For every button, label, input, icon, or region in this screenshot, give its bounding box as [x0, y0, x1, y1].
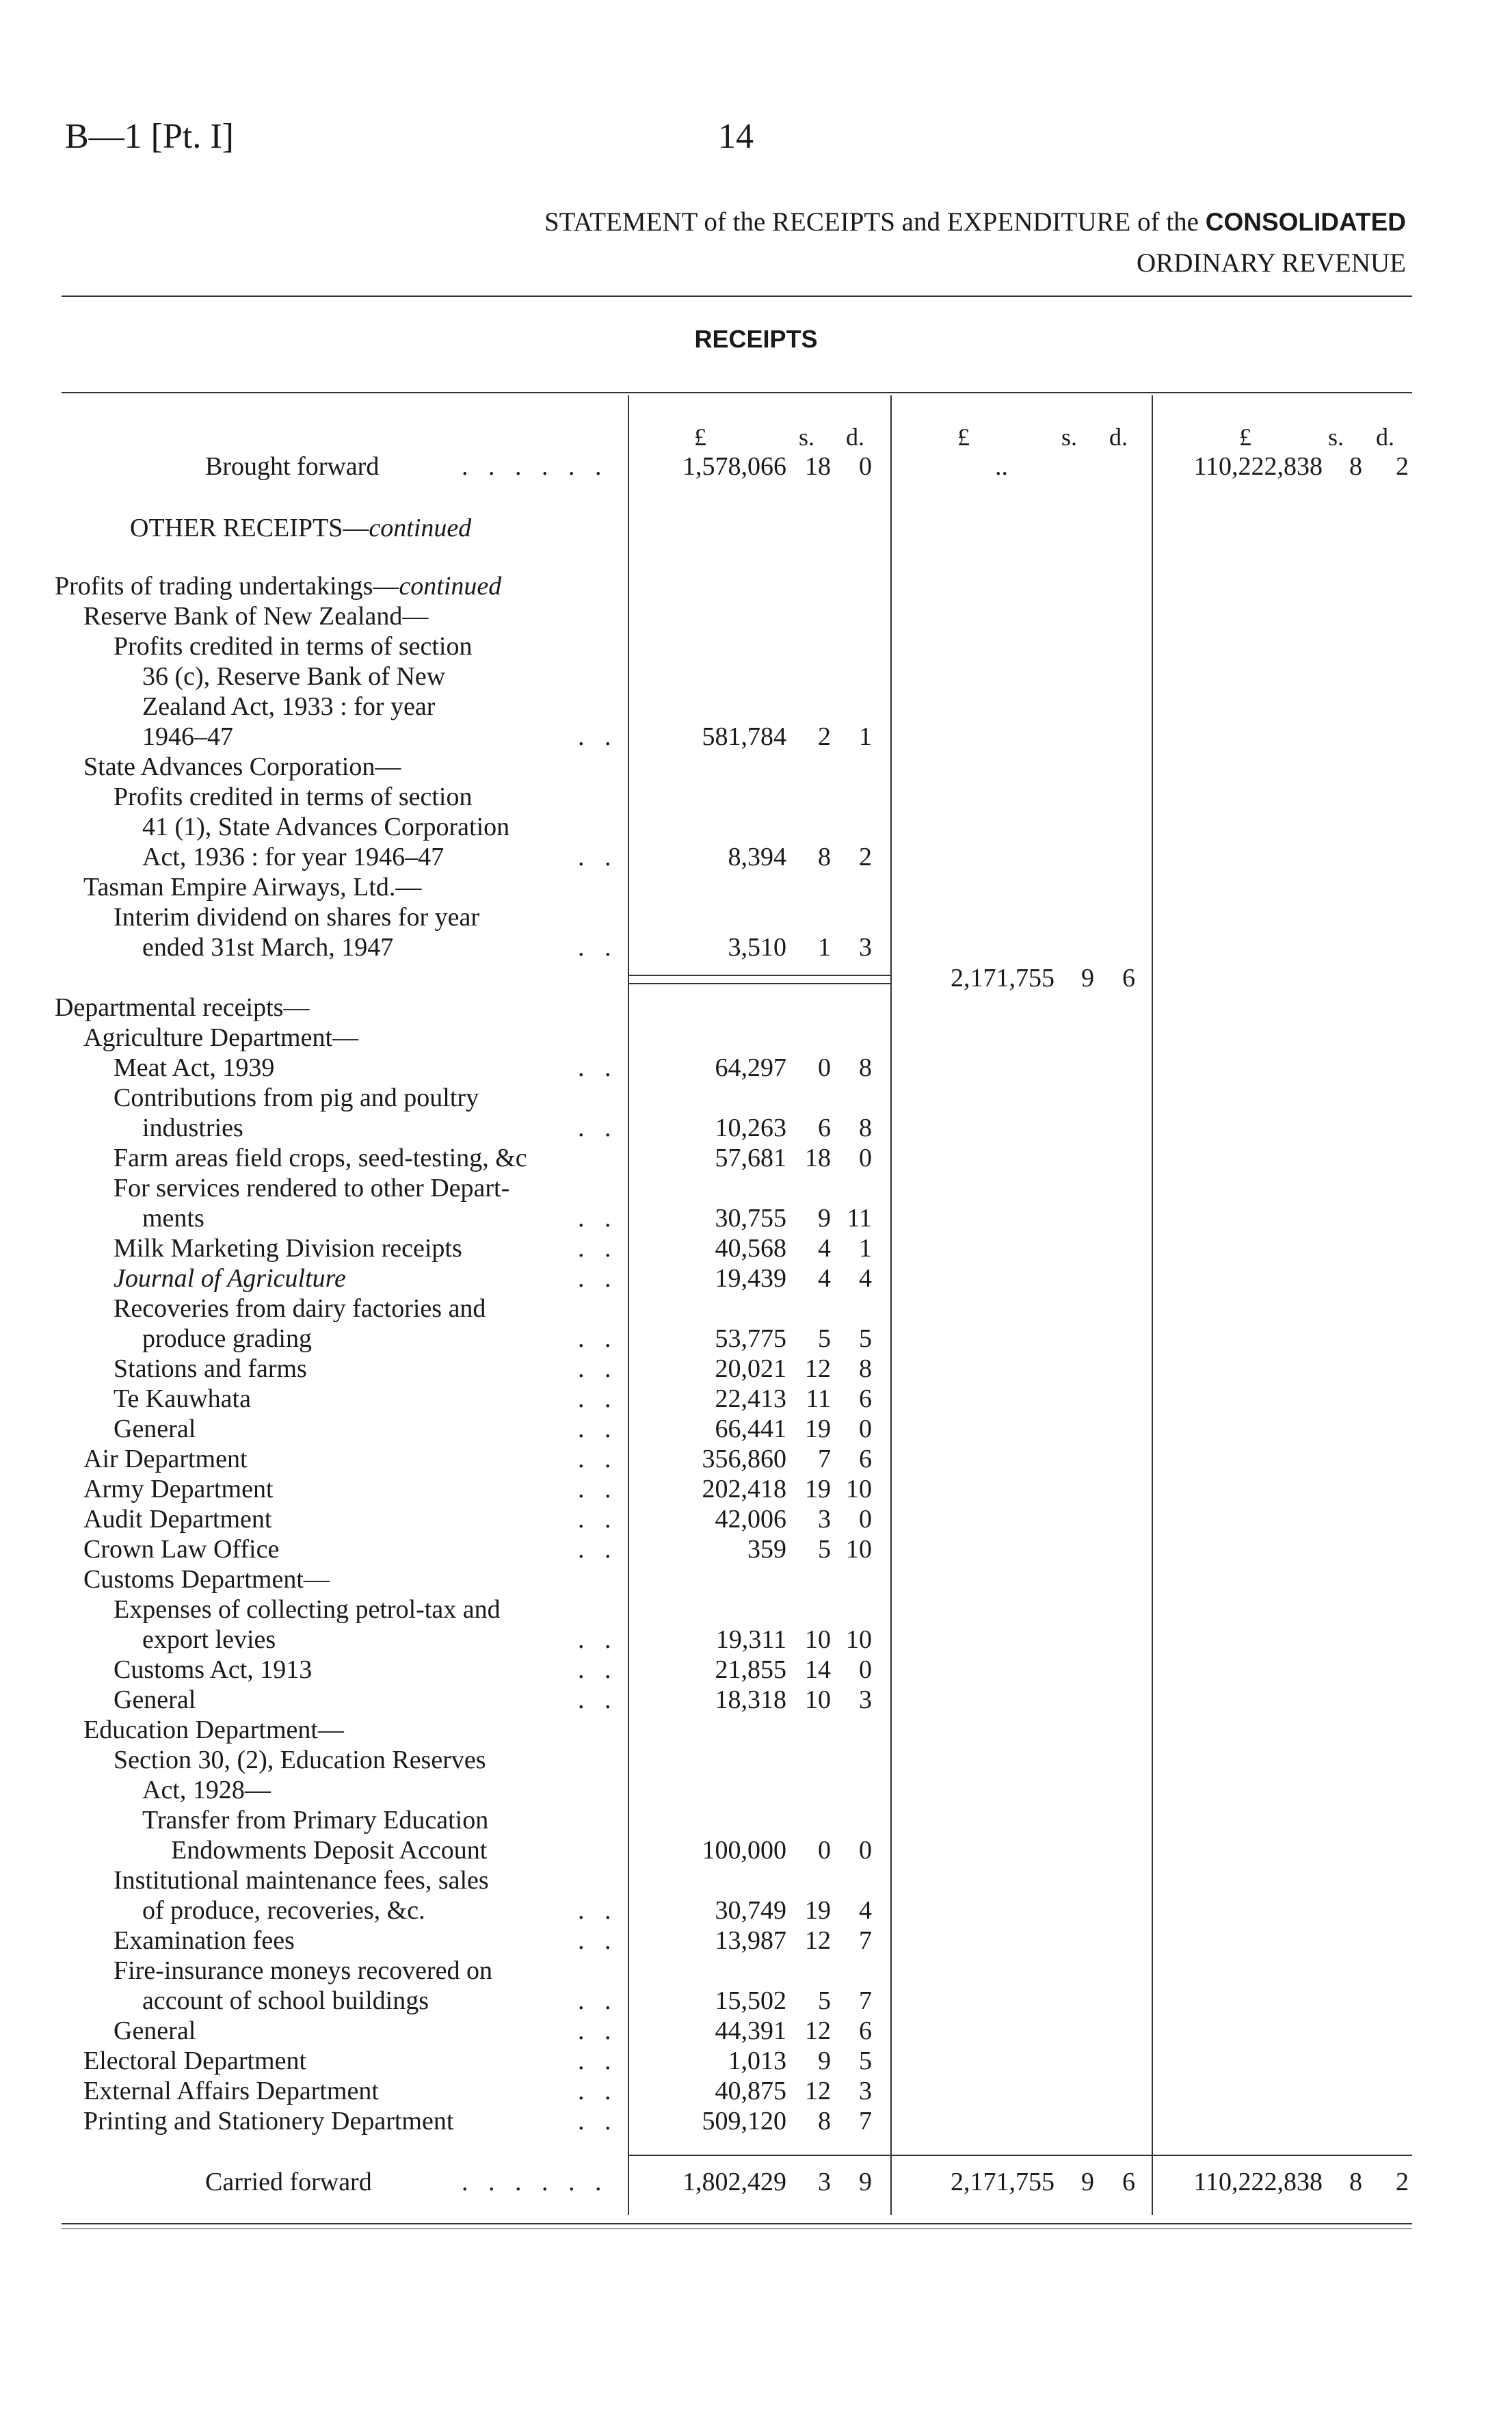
line-label: [171, 1835, 487, 1865]
amount-pence: 0: [859, 1415, 872, 1443]
dot-leader: . .: [578, 843, 618, 871]
dot-leader: . .: [578, 1475, 618, 1503]
amount-pounds: 15,502: [715, 1986, 786, 2015]
line-italic-text: Journal of Agriculture: [114, 1264, 346, 1293]
line-label: [114, 1414, 196, 1444]
col2-pence-unit: d.: [1109, 423, 1128, 451]
line-text: Crown Law Office: [83, 1535, 280, 1564]
amount-shillings: 19: [805, 1415, 831, 1443]
amount-shillings: 5: [818, 1324, 831, 1353]
dot-leader: . .: [578, 2016, 618, 2045]
line-label: [142, 692, 435, 722]
line-text: Stations and farms: [114, 1354, 307, 1383]
line-label: [83, 752, 401, 782]
amount-pounds: 1,578,066: [682, 452, 786, 481]
line-text: produce grading: [142, 1324, 312, 1353]
amount-pence: 6: [859, 2016, 872, 2045]
line-label: [114, 1865, 489, 1895]
line-label: [114, 1354, 307, 1384]
line-label: [142, 1805, 488, 1835]
amount-shillings: 5: [818, 1535, 831, 1564]
line-label: [114, 1263, 346, 1293]
line-label: [142, 1775, 271, 1805]
line-text: Reserve Bank of New Zealand—: [83, 602, 429, 631]
amount-pence: 2: [1396, 452, 1409, 481]
amount-shillings: 14: [805, 1655, 831, 1684]
dot-leader: . .: [578, 1986, 618, 2015]
amount-shillings: 3: [818, 1505, 831, 1534]
line-label: [83, 1504, 271, 1534]
amount-shillings: 12: [805, 1354, 831, 1383]
amount-pounds: 110,222,838: [1193, 2168, 1323, 2196]
other-receipts-continued: continued: [369, 514, 472, 542]
col1-pence-unit: d.: [846, 423, 864, 451]
line-text: Tasman Empire Airways, Ltd.—: [83, 873, 422, 902]
amount-pence: 6: [1122, 2168, 1135, 2196]
line-label: [83, 2046, 306, 2076]
line-text: Education Department—: [83, 1716, 344, 1744]
dot-leader: . .: [578, 722, 618, 751]
line-text: export levies: [142, 1625, 276, 1654]
line-label: [114, 782, 473, 812]
col1-shillings-unit: s.: [799, 423, 815, 451]
amount-shillings: 4: [818, 1234, 831, 1263]
column-divider-3: [1152, 395, 1153, 2215]
carried-forward-rule: [628, 2155, 1412, 2156]
amount-pounds: 40,875: [715, 2077, 786, 2105]
line-text: Air Department: [83, 1445, 248, 1473]
dot-leader: . .: [578, 1445, 618, 1473]
amount-pence: 0: [859, 1836, 872, 1865]
dot-leader: . .: [578, 1926, 618, 1955]
subtotal-rule-upper: [628, 975, 890, 976]
dot-leader: . .: [578, 1896, 618, 1925]
amount-shillings: 9: [818, 2047, 831, 2075]
line-text: Institutional maintenance fees, sales: [114, 1866, 489, 1895]
amount-pounds: 19,439: [715, 1264, 786, 1293]
dot-leader: . .: [578, 1234, 618, 1263]
amount-pounds: 64,297: [715, 1053, 786, 1082]
statement-subtitle: ORDINARY REVENUE: [1137, 248, 1406, 278]
line-label: [114, 631, 473, 661]
col2-empty-dots: ..: [995, 452, 1008, 481]
amount-shillings: 7: [818, 1445, 831, 1473]
dot-leader: . .: [578, 2107, 618, 2136]
amount-pounds: 2,171,755: [951, 964, 1055, 993]
line-label: [83, 1564, 330, 1594]
line-label: [83, 1023, 358, 1053]
dot-leader: . .: [578, 1415, 618, 1443]
line-text: Interim dividend on shares for year: [114, 903, 479, 932]
amount-pounds: 100,000: [702, 1836, 786, 1865]
line-label: [83, 1534, 279, 1564]
line-text: Agriculture Department—: [83, 1023, 359, 1052]
table-head-rule: [62, 392, 1412, 393]
line-text: Section 30, (2), Education Reserves: [114, 1746, 486, 1774]
line-text: General: [114, 1685, 196, 1714]
col2-pounds-unit: £: [957, 423, 970, 451]
page-number: 14: [718, 117, 754, 156]
amount-pounds: 581,784: [702, 722, 786, 751]
amount-pounds: 3,510: [728, 933, 786, 962]
amount-pounds: 19,311: [715, 1625, 786, 1654]
line-text: account of school buildings: [142, 1986, 429, 2015]
dot-leader: . .: [578, 1384, 618, 1413]
amount-pence: 2: [1396, 2168, 1409, 2196]
line-label: [83, 1444, 248, 1474]
amount-pounds: 359: [747, 1535, 786, 1564]
amount-pence: 4: [859, 1896, 872, 1925]
amount-pence: 8: [859, 1114, 872, 1142]
line-text: Act, 1928—: [142, 1776, 271, 1804]
line-text: 41 (1), State Advances Corporation: [142, 813, 510, 841]
line-text: Profits credited in terms of section: [114, 632, 473, 661]
amount-pounds: 30,749: [715, 1896, 786, 1925]
amount-shillings: 12: [805, 2077, 831, 2105]
amount-shillings: 19: [805, 1896, 831, 1925]
amount-pence: 3: [859, 2077, 872, 2105]
line-text: General: [114, 2016, 196, 2045]
dot-leader: . .: [578, 1114, 618, 1142]
line-label: [55, 571, 501, 601]
line-label: [142, 1986, 429, 2016]
amount-pence: 10: [846, 1475, 872, 1503]
amount-pounds: 20,021: [715, 1354, 786, 1383]
line-text: Audit Department: [83, 1505, 272, 1534]
line-text: Expenses of collecting petrol-tax and: [114, 1595, 501, 1624]
line-label: [114, 1143, 527, 1173]
amount-pence: 6: [859, 1445, 872, 1473]
amount-pence: 10: [846, 1625, 872, 1654]
line-label: [114, 1233, 462, 1263]
amount-shillings: 10: [805, 1625, 831, 1654]
dot-leader: . .: [578, 933, 618, 962]
line-text: Contributions from pig and poultry: [114, 1083, 479, 1112]
amount-pounds: 356,860: [702, 1445, 786, 1473]
dot-leader: . .: [578, 1535, 618, 1564]
col2-shillings-unit: s.: [1061, 423, 1078, 451]
dot-leader: . .: [578, 2077, 618, 2105]
line-label: [83, 2076, 379, 2106]
line-text: ended 31st March, 1947: [142, 933, 394, 962]
amount-pence: 6: [859, 1384, 872, 1413]
page-header-ref: B—1 [Pt. I]: [65, 117, 234, 156]
line-text: Printing and Stationery Department: [83, 2107, 454, 2136]
line-text: Electoral Department: [83, 2047, 307, 2075]
subtotal-rule-lower: [628, 983, 890, 984]
section-heading: RECEIPTS: [694, 325, 818, 353]
line-text: Army Department: [83, 1475, 274, 1503]
line-label: [114, 1053, 274, 1083]
line-text: industries: [142, 1114, 243, 1142]
other-receipts-heading: [130, 513, 471, 543]
carried-forward-label: Carried forward: [205, 2168, 372, 2196]
amount-pence: 11: [847, 1204, 872, 1233]
line-label: [142, 812, 509, 842]
dot-leader: . .: [578, 1053, 618, 1082]
amount-shillings: 0: [818, 1836, 831, 1865]
amount-pence: 7: [859, 1926, 872, 1955]
dot-leader: . .: [578, 1655, 618, 1684]
amount-shillings: 9: [818, 1204, 831, 1233]
line-text: 36 (c), Reserve Bank of New: [142, 662, 446, 691]
line-label: [114, 1956, 492, 1986]
line-label: [114, 1293, 486, 1324]
amount-pence: 6: [1122, 964, 1135, 993]
dot-leader: . .: [578, 1625, 618, 1654]
line-text: 1946–47: [142, 722, 233, 751]
line-text: Zealand Act, 1933 : for year: [142, 692, 436, 721]
bottom-rule: [62, 2223, 1412, 2224]
amount-shillings: 8: [818, 2107, 831, 2136]
line-text: Departmental receipts—: [55, 993, 310, 1022]
dot-leader: . .: [578, 1264, 618, 1293]
amount-pence: 5: [859, 1324, 872, 1353]
amount-pounds: 1,802,429: [682, 2168, 786, 2196]
line-label: [114, 1685, 196, 1715]
line-label: [83, 2106, 453, 2136]
col3-pounds-unit: £: [1239, 423, 1251, 451]
amount-pounds: 21,855: [715, 1655, 786, 1684]
line-text: Examination fees: [114, 1926, 295, 1955]
amount-pounds: 18,318: [715, 1685, 786, 1714]
line-label: [114, 1083, 479, 1113]
amount-shillings: 6: [818, 1114, 831, 1142]
amount-shillings: 1: [818, 933, 831, 962]
amount-pence: 0: [859, 1655, 872, 1684]
amount-pounds: 44,391: [715, 2016, 786, 2045]
line-label: [114, 1745, 486, 1775]
line-text: Profits credited in terms of section: [114, 783, 473, 811]
amount-pounds: 22,413: [715, 1384, 786, 1413]
line-text: Customs Act, 1913: [114, 1655, 313, 1684]
line-label: [142, 1324, 312, 1354]
line-label: [142, 1203, 204, 1233]
line-label: [114, 902, 479, 932]
dot-leader: . .: [578, 1354, 618, 1383]
line-text: Recoveries from dairy factories and: [114, 1294, 486, 1323]
amount-shillings: 0: [818, 1053, 831, 1082]
amount-pence: 4: [859, 1264, 872, 1293]
dot-leader: . .: [578, 1685, 618, 1714]
amount-pence: 1: [859, 722, 872, 751]
statement-title-text: STATEMENT of the RECEIPTS and EXPENDITURE of the: [544, 207, 1199, 237]
line-text: of produce, recoveries, &c.: [142, 1896, 425, 1925]
statement-title-bold: CONSOLIDATED: [1205, 208, 1406, 236]
line-label: [142, 661, 445, 692]
line-label: [142, 1113, 243, 1143]
line-label: [83, 1715, 344, 1745]
line-text: Customs Department—: [83, 1565, 330, 1594]
amount-shillings: 12: [805, 1926, 831, 1955]
line-label: [83, 872, 421, 902]
line-text: Transfer from Primary Education: [142, 1806, 489, 1835]
line-text: Meat Act, 1939: [114, 1053, 275, 1082]
line-text: ments: [142, 1204, 204, 1233]
amount-shillings: 5: [818, 1986, 831, 2015]
line-label: [114, 1926, 295, 1956]
amount-pounds: 13,987: [715, 1926, 786, 1955]
amount-shillings: 11: [806, 1384, 831, 1413]
line-label: [114, 1594, 501, 1625]
line-label: [55, 993, 309, 1023]
amount-shillings: 8: [1349, 452, 1362, 481]
line-label: [142, 1895, 425, 1926]
column-divider-2: [890, 395, 892, 2215]
amount-pence: 1: [859, 1234, 872, 1263]
amount-pounds: 66,441: [715, 1415, 786, 1443]
amount-pounds: 509,120: [702, 2107, 786, 2136]
amount-pounds: 8,394: [728, 843, 786, 871]
line-text: General: [114, 1415, 196, 1443]
line-label: [83, 1474, 274, 1504]
amount-pence: 10: [846, 1535, 872, 1564]
line-label: [142, 1625, 276, 1655]
amount-shillings: 12: [805, 2016, 831, 2045]
amount-pence: 8: [859, 1354, 872, 1383]
amount-pounds: 1,013: [728, 2047, 786, 2075]
amount-shillings: 9: [1081, 2168, 1094, 2196]
amount-pounds: 110,222,838: [1193, 452, 1323, 481]
amount-pounds: 57,681: [715, 1144, 786, 1172]
line-label: [142, 842, 444, 872]
amount-shillings: 4: [818, 1264, 831, 1293]
top-rule: [62, 295, 1412, 297]
dot-leader: . .: [578, 2047, 618, 2075]
line-label: [83, 601, 428, 631]
amount-shillings: 10: [805, 1685, 831, 1714]
amount-shillings: 3: [818, 2168, 831, 2196]
line-label: [114, 1384, 251, 1414]
line-text: Milk Marketing Division receipts: [114, 1234, 462, 1263]
amount-pence: 7: [859, 2107, 872, 2136]
dot-leader: . . . . . .: [462, 2168, 609, 2196]
line-text: For services rendered to other Depart-: [114, 1174, 510, 1203]
line-text: External Affairs Department: [83, 2077, 379, 2105]
line-text: Endowments Deposit Account: [171, 1836, 488, 1865]
line-label: [142, 932, 393, 962]
line-text: State Advances Corporation—: [83, 752, 401, 781]
dot-leader: . .: [578, 1204, 618, 1233]
amount-pounds: 53,775: [715, 1324, 786, 1353]
col3-shillings-unit: s.: [1328, 423, 1344, 451]
amount-shillings: 19: [805, 1475, 831, 1503]
amount-pounds: 40,568: [715, 1234, 786, 1263]
amount-shillings: 2: [818, 722, 831, 751]
col1-pounds-unit: £: [694, 423, 706, 451]
amount-shillings: 8: [1349, 2168, 1362, 2196]
amount-pence: 9: [859, 2168, 872, 2196]
line-italic-text: continued: [399, 572, 502, 601]
amount-pence: 2: [859, 843, 872, 871]
line-text: Te Kauwhata: [114, 1384, 251, 1413]
amount-shillings: 18: [805, 452, 831, 481]
amount-pence: 3: [859, 933, 872, 962]
statement-title: [544, 207, 1406, 237]
amount-pounds: 2,171,755: [951, 2168, 1055, 2196]
amount-shillings: 18: [805, 1144, 831, 1172]
amount-pence: 0: [859, 1144, 872, 1172]
amount-shillings: 8: [818, 843, 831, 871]
col3-pence-unit: d.: [1376, 423, 1394, 451]
dot-leader: . .: [578, 1324, 618, 1353]
amount-pounds: 10,263: [715, 1114, 786, 1142]
line-label: [114, 1173, 509, 1203]
amount-pence: 5: [859, 2047, 872, 2075]
line-label: [114, 1655, 312, 1685]
line-text: Profits of trading undertakings—: [55, 572, 399, 601]
amount-pence: 7: [859, 1986, 872, 2015]
amount-pence: 8: [859, 1053, 872, 1082]
line-label: [142, 722, 233, 752]
brought-forward-label: Brought forward: [205, 452, 380, 481]
amount-pence: 3: [859, 1685, 872, 1714]
line-text: Farm areas field crops, seed-testing, &c: [114, 1144, 527, 1172]
other-receipts-heading-text: OTHER RECEIPTS—: [130, 514, 369, 542]
amount-pounds: 42,006: [715, 1505, 786, 1534]
amount-pounds: 202,418: [702, 1475, 786, 1503]
dot-leader: . . . . . .: [462, 452, 609, 481]
line-label: [114, 2016, 196, 2046]
amount-shillings: 9: [1081, 964, 1094, 993]
dot-leader: . .: [578, 1505, 618, 1534]
amount-pence: 0: [859, 1505, 872, 1534]
line-text: Act, 1936 : for year 1946–47: [142, 843, 445, 871]
line-text: Fire-insurance moneys recovered on: [114, 1956, 492, 1985]
amount-pounds: 30,755: [715, 1204, 786, 1233]
amount-pence: 0: [859, 452, 872, 481]
